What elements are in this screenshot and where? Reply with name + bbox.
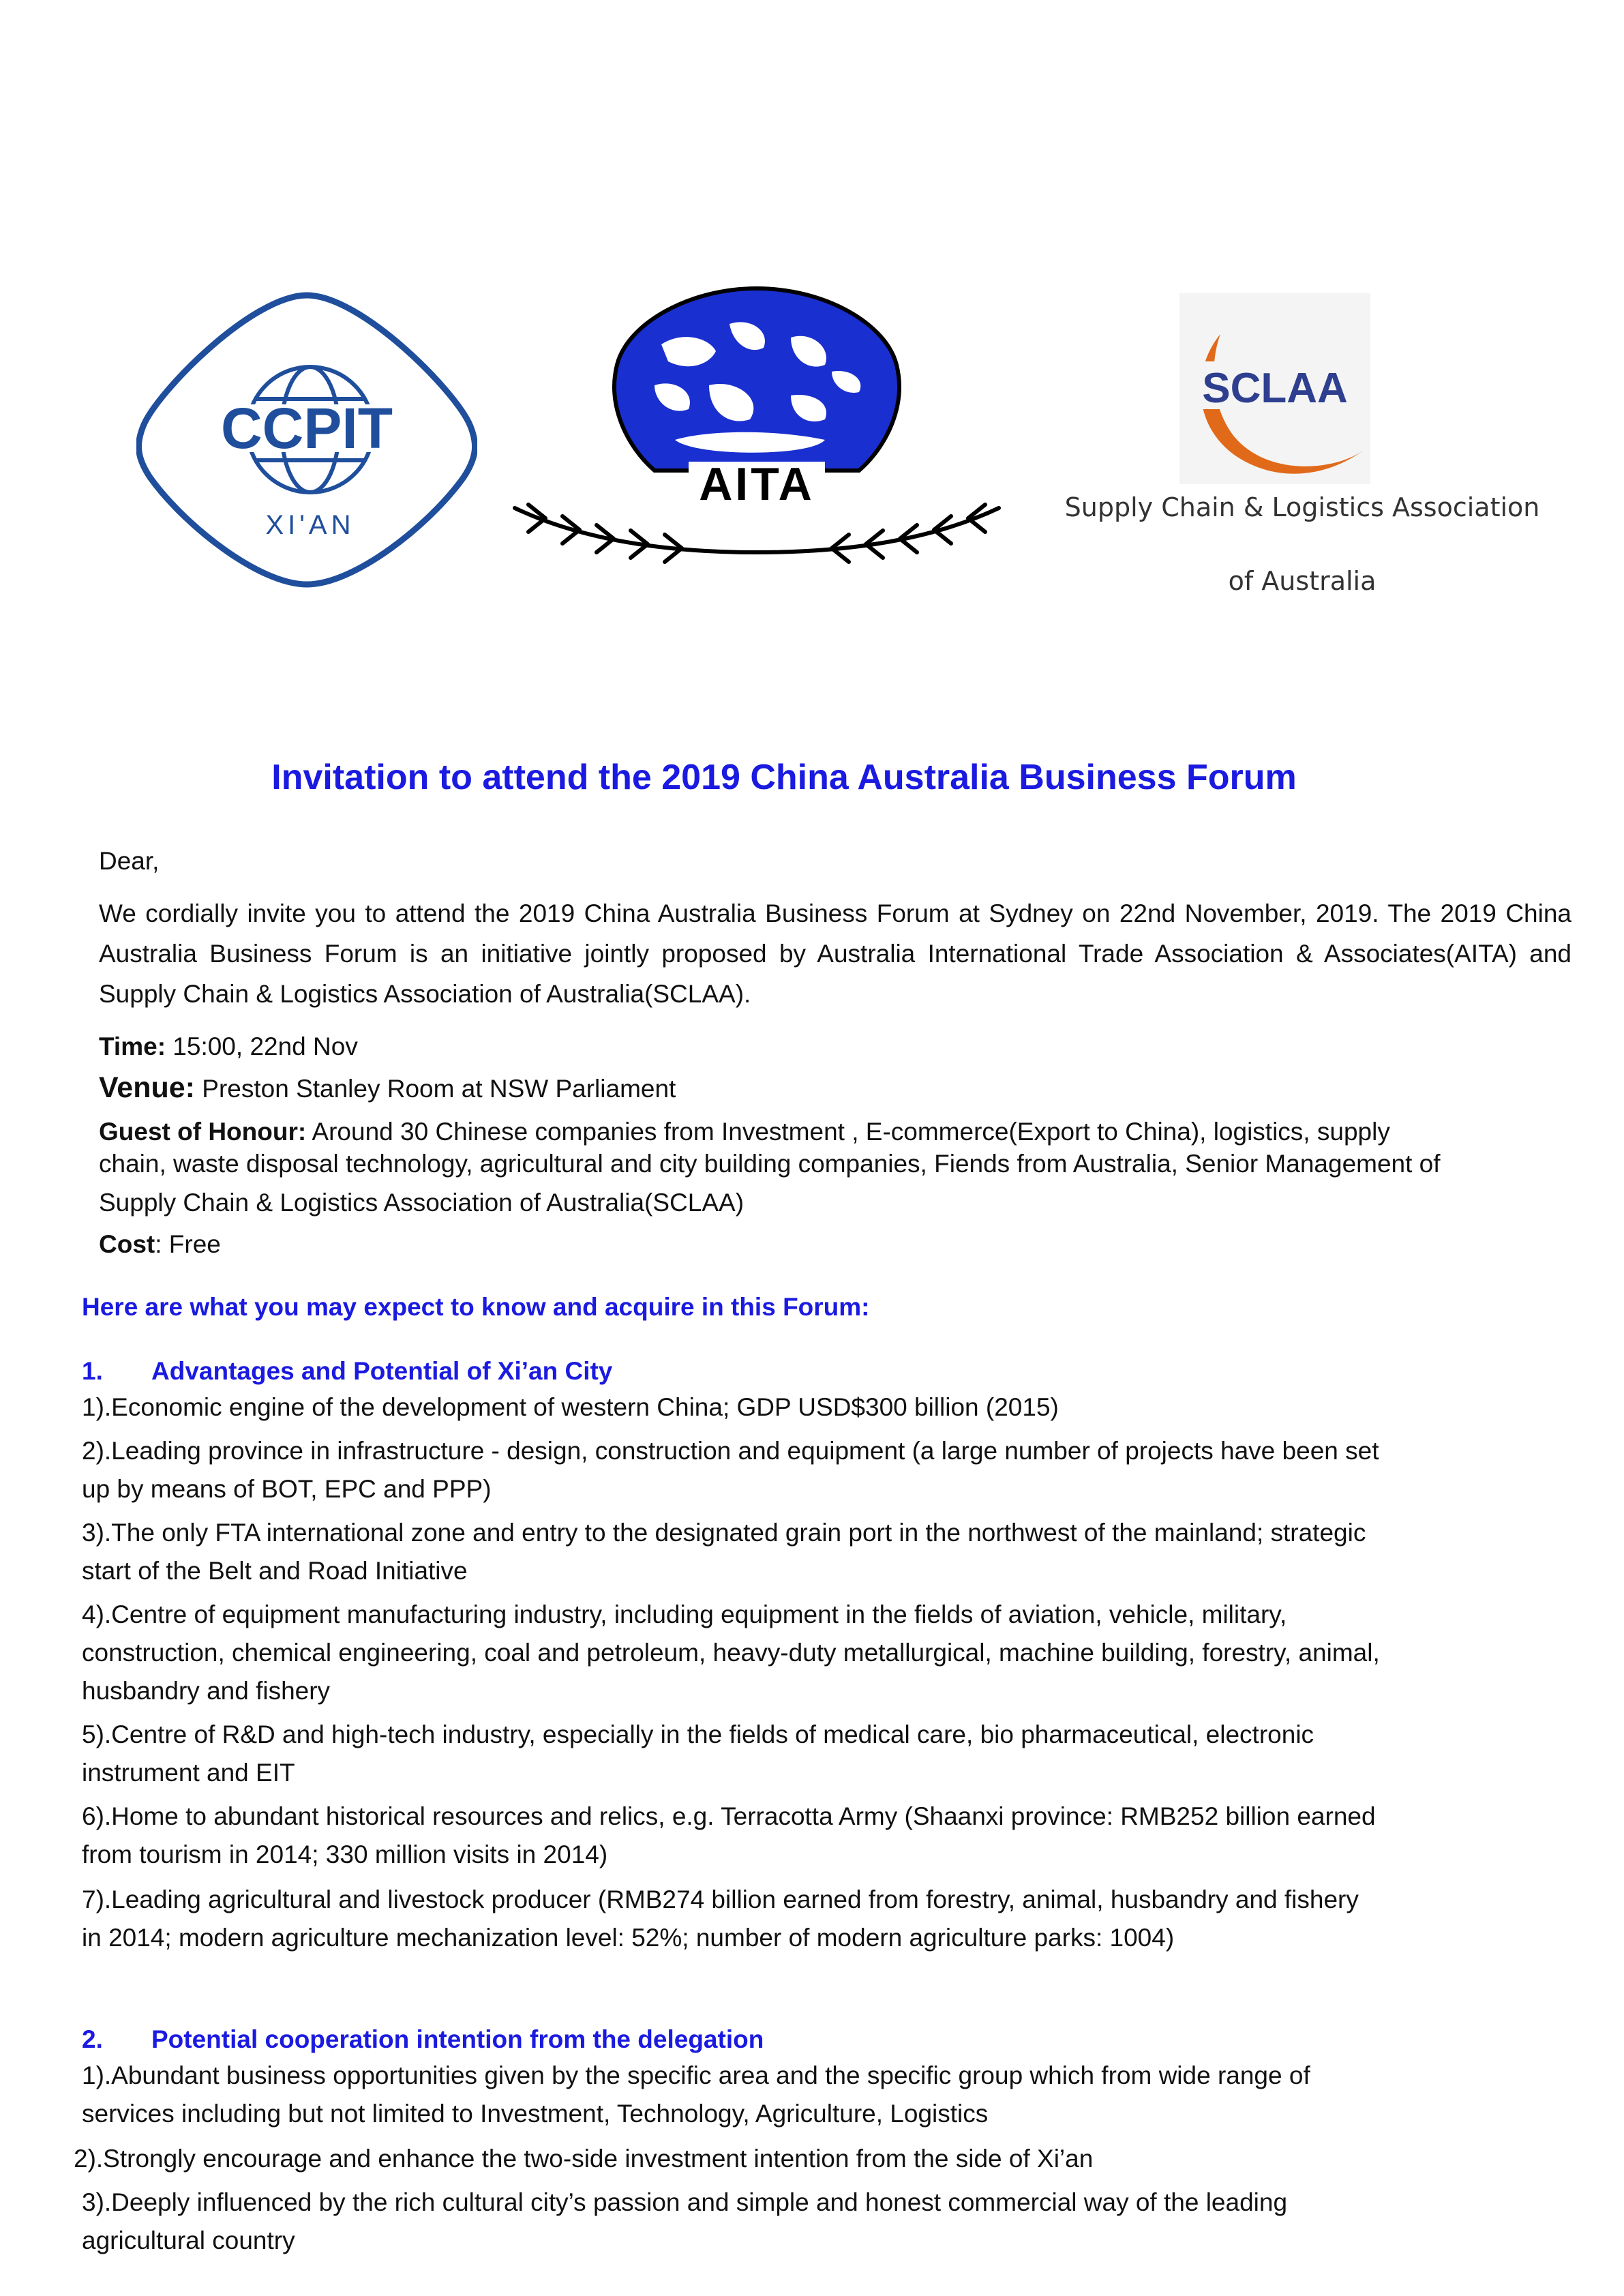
ccpit-xian-text: XI'AN — [265, 510, 355, 540]
list-item — [82, 1432, 1541, 1508]
guest-line-2: chain, waste disposal technology, agricultural and city building companies, Fiends from Australia, Senior Management of — [99, 1150, 1441, 1178]
section2-number: 2. — [82, 2025, 103, 2053]
item-line: 4).Centre of equipment manufacturing industry, including equipment in the fields of aviation, vehicle, military, — [82, 1600, 1287, 1628]
aita-logo-graphic — [505, 283, 1009, 583]
time-line — [99, 1031, 358, 1062]
section2-title: Potential cooperation intention from the delegation — [151, 2025, 764, 2053]
sclaa-caption-line1: Supply Chain & Logistics Association — [1064, 492, 1540, 522]
list-item — [82, 1596, 1541, 1710]
item-line: 6).Home to abundant historical resources and relics, e.g. Terracotta Army (Shaanxi province: RMB252 billion earned — [82, 1802, 1376, 1830]
item-line: 5).Centre of R&D and high-tech industry, especially in the fields of medical care, bio pharmaceutical, electronic — [82, 1720, 1314, 1748]
item-line: construction, chemical engineering, coal and petroleum, heavy-duty metallurgical, machine building, forestry, animal, — [82, 1639, 1380, 1667]
venue-value: Preston Stanley Room at NSW Parliament — [195, 1075, 676, 1103]
sclaa-caption-line2: of Australia — [1228, 566, 1377, 596]
item-line: in 2014; modern agriculture mechanization level: 52%; number of modern agriculture parks: 1004) — [82, 1924, 1175, 1952]
section1-heading — [82, 1357, 612, 1386]
item-line: up by means of BOT, EPC and PPP) — [82, 1475, 492, 1503]
time-value: 15:00, 22nd Nov — [166, 1032, 358, 1060]
list-item — [82, 1716, 1541, 1792]
intro-paragraph: We cordially invite you to attend the 2019 China Australia Business Forum at Sydney on 22nd November, 2019. The 2019 China Australia Business Forum is an initiative jointly proposed by Australia International Trade Association & Associates(AITA) and Supply Chain & Logistics Association of Australia(SCLAA). — [99, 899, 1572, 1008]
item-line: start of the Belt and Road Initiative — [82, 1557, 468, 1585]
item-line: 7).Leading agricultural and livestock producer (RMB274 billion earned from forestry, animal, husbandry and fishery — [82, 1885, 1359, 1913]
item-line: services including but not limited to Investment, Technology, Agriculture, Logistics — [82, 2100, 989, 2128]
section1-title: Advantages and Potential of Xi’an City — [151, 1357, 613, 1385]
venue-line — [99, 1072, 676, 1105]
ccpit-logo-graphic — [136, 290, 477, 590]
guest-line-1 — [99, 1116, 1572, 1148]
list-item — [82, 2057, 1541, 2133]
cost-line — [99, 1229, 221, 1260]
sclaa-mark-text: SCLAA — [1202, 365, 1348, 412]
list-item — [82, 1798, 1541, 1874]
item-line: husbandry and fishery — [82, 1677, 331, 1705]
section1-number: 1. — [82, 1357, 103, 1385]
aita-text: AITA — [699, 458, 815, 510]
venue-label: Venue: — [99, 1071, 195, 1104]
list-item — [82, 2183, 1541, 2260]
item-line: 3).The only FTA international zone and entry to the designated grain port in the northwest of the mainland; strategic — [82, 1519, 1366, 1547]
sclaa-mark — [1064, 293, 1541, 491]
list-item — [82, 1881, 1541, 1957]
guest-text-1: Around 30 Chinese companies from Investment , E-commerce(Export to China), logistics, supply — [306, 1118, 1390, 1146]
sclaa-logo — [1064, 293, 1541, 607]
list-item — [82, 1514, 1541, 1590]
aita-logo — [505, 283, 1009, 583]
item-line: 2).Leading province in infrastructure - design, construction and equipment (a large number of projects have been set — [82, 1437, 1379, 1465]
guest-line-3: Supply Chain & Logistics Association of Australia(SCLAA) — [99, 1189, 745, 1217]
cost-value: : Free — [155, 1230, 221, 1258]
ccpit-logo — [136, 290, 477, 590]
item-line: 2).Strongly encourage and enhance the two-side investment intention from the side of Xi’an — [74, 2145, 1094, 2173]
guest-label: Guest of Honour: — [99, 1118, 307, 1146]
time-label: Time: — [99, 1032, 166, 1060]
expect-heading: Here are what you may expect to know and acquire in this Forum: — [82, 1293, 870, 1321]
item-line: instrument and EIT — [82, 1759, 295, 1787]
ccpit-text: CCPIT — [221, 396, 393, 460]
salutation: Dear, — [99, 847, 160, 875]
guest-block — [99, 1116, 1572, 1219]
list-item — [82, 1388, 1541, 1427]
item-line: from tourism in 2014; 330 million visits in 2014) — [82, 1840, 608, 1868]
item-line: agricultural country — [82, 2226, 295, 2254]
cost-label: Cost — [99, 1230, 155, 1258]
item-line: 3).Deeply influenced by the rich cultural city’s passion and simple and honest commercial way of the leading — [82, 2188, 1288, 2216]
item-line: 1).Economic engine of the development of western China; GDP USD$300 billion (2015) — [82, 1393, 1059, 1421]
item-line: 1).Abundant business opportunities given by the specific area and the specific group which from wide range of — [82, 2061, 1310, 2089]
section2-heading — [82, 2025, 764, 2054]
list-item — [74, 2140, 1533, 2178]
page-title: Invitation to attend the 2019 China Australia Business Forum — [271, 758, 1297, 797]
